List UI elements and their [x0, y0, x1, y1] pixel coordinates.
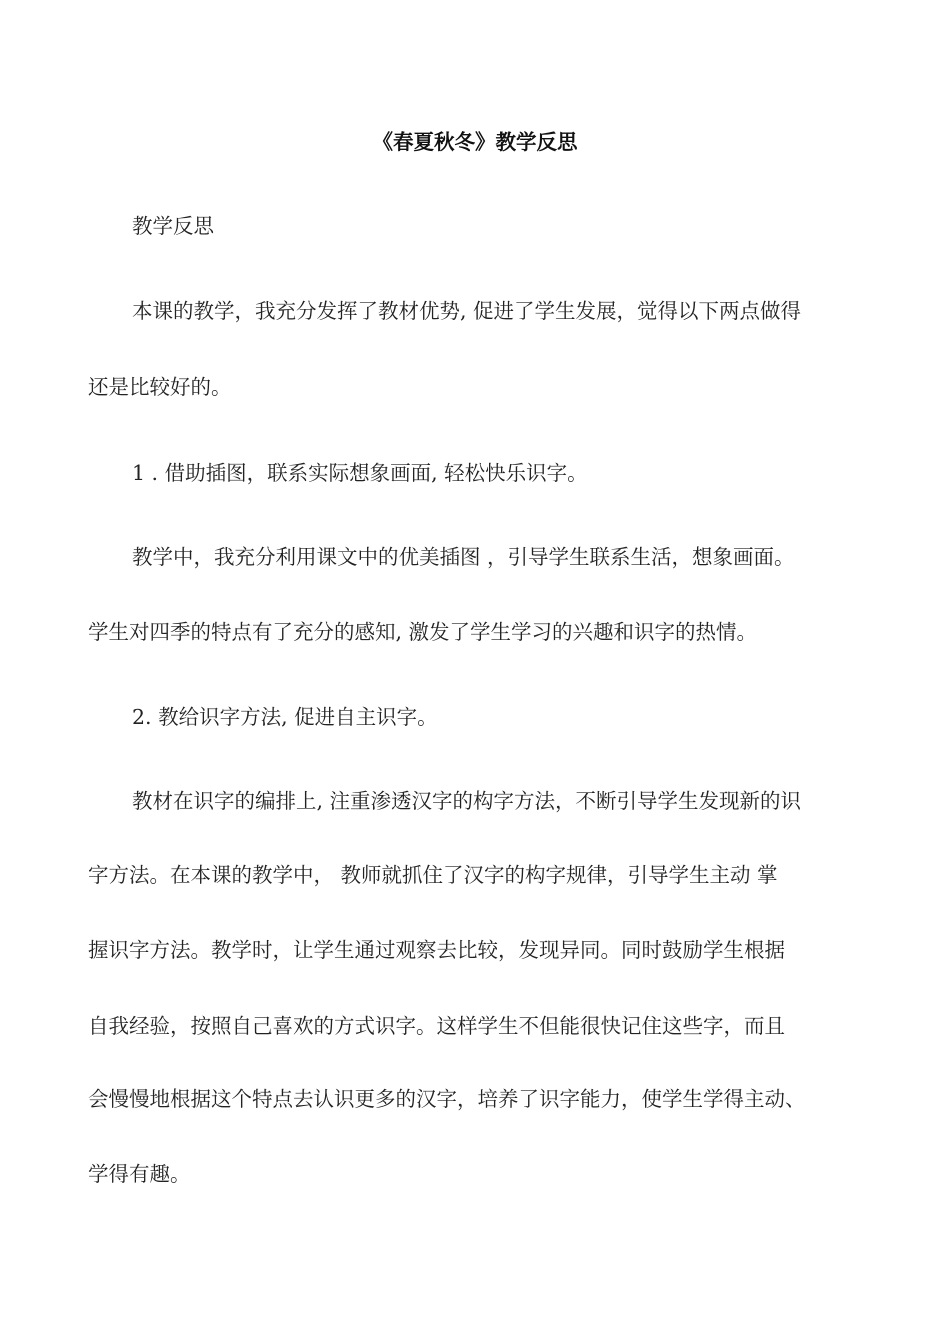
paragraph-line: 会慢慢地根据这个特点去认识更多的汉字，培养了识字能力，使学生学得主动、 — [88, 1087, 806, 1111]
paragraph-line: 字方法。在本课的教学中， 教师就抓住了汉字的构字规律，引导学生主动 掌 — [88, 863, 778, 887]
paragraph-line: 还是比较好的。 — [88, 375, 232, 399]
list-item-heading: 1 . 借助插图，联系实际想象画面, 轻松快乐识字。 — [132, 461, 588, 485]
list-item-heading: 2. 教给识字方法, 促进自主识字。 — [132, 705, 438, 729]
section-heading: 教学反思 — [132, 214, 214, 238]
document-title: 《春夏秋冬》教学反思 — [372, 130, 578, 154]
paragraph-line: 学生对四季的特点有了充分的感知, 激发了学生学习的兴趣和识字的热情。 — [88, 620, 758, 644]
paragraph-line: 自我经验，按照自己喜欢的方式识字。这样学生不但能很快记住这些字，而且 — [88, 1014, 785, 1038]
paragraph-line: 握识字方法。教学时，让学生通过观察去比较，发现异同。同时鼓励学生根据 — [88, 938, 785, 962]
paragraph-line: 教材在识字的编排上, 注重渗透汉字的构字方法，不断引导学生发现新的识 — [132, 789, 802, 813]
paragraph-line: 本课的教学，我充分发挥了教材优势, 促进了学生发展，觉得以下两点做得 — [132, 299, 802, 323]
paragraph-line: 学得有趣。 — [88, 1162, 191, 1186]
paragraph-line: 教学中，我充分利用课文中的优美插图 ，引导学生联系生活，想象画面。 — [132, 545, 795, 569]
